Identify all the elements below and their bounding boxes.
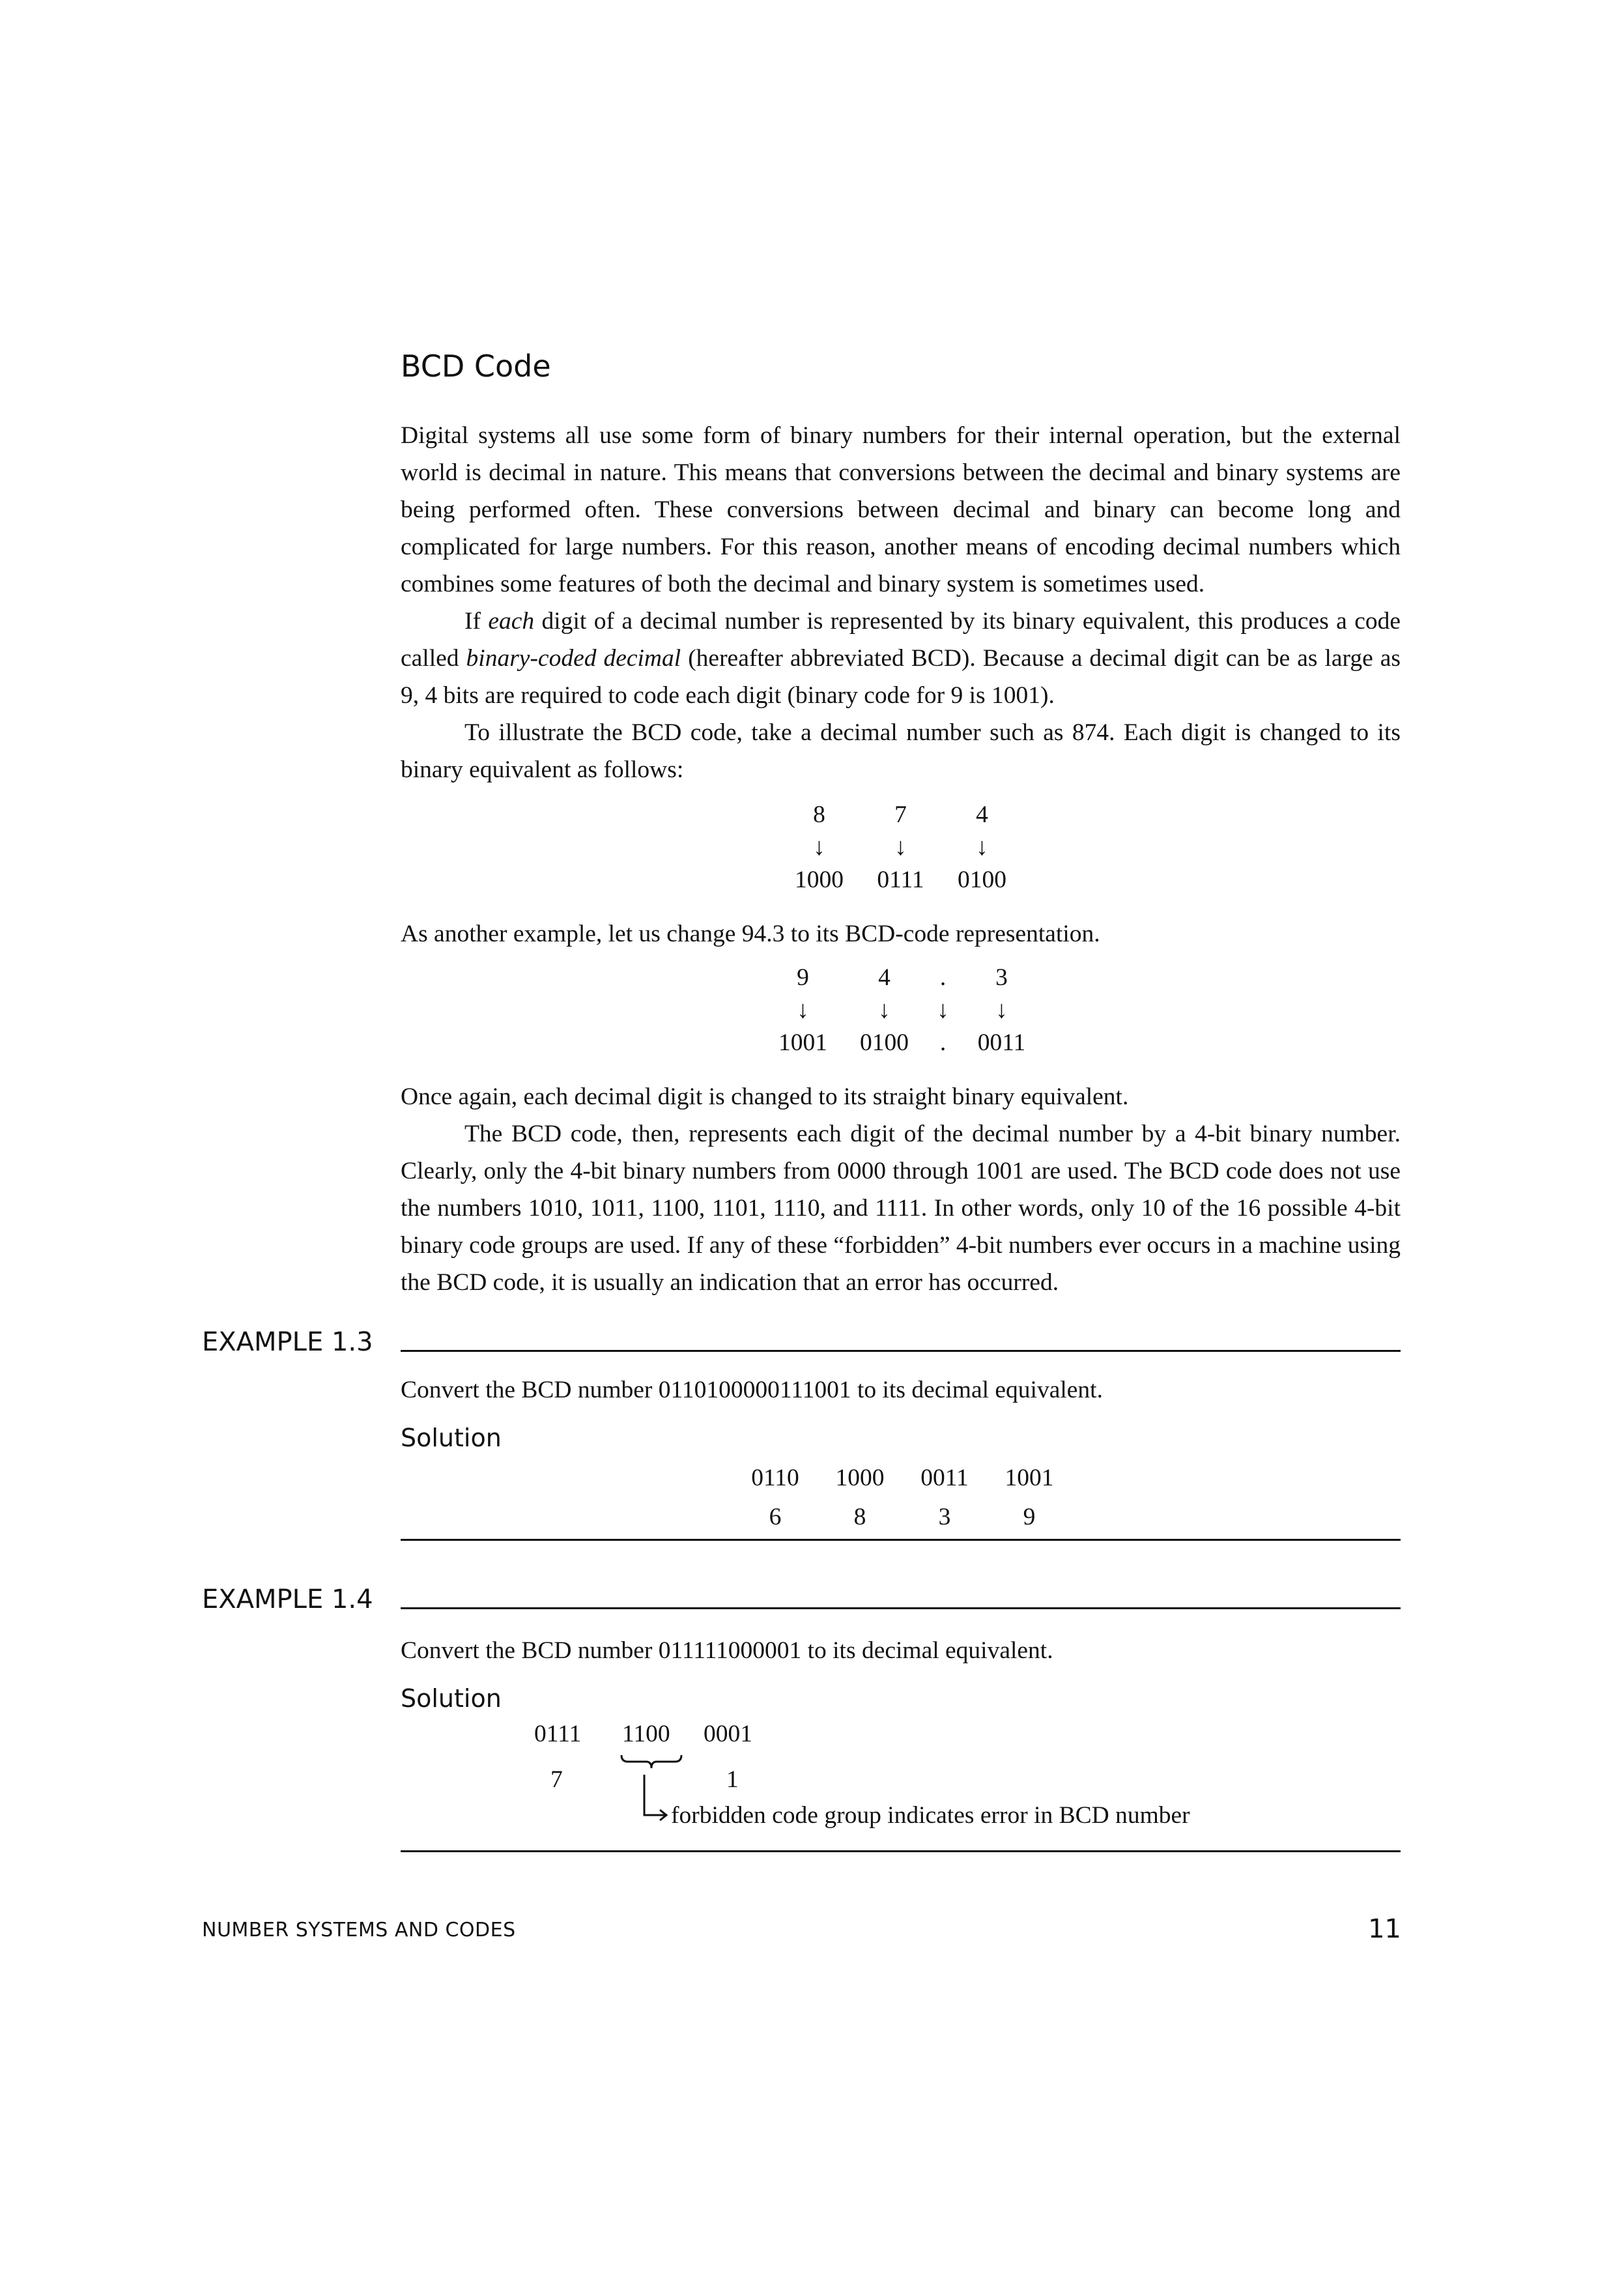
bcd-group: 0110	[751, 1464, 799, 1491]
paragraph-5: Once again, each decimal digit is changed to its straight binary equivalent.	[401, 1083, 1129, 1110]
down-arrow-icon: ↓	[797, 996, 809, 1024]
digit: 3	[995, 964, 1008, 991]
decimal-digit: 3	[938, 1503, 951, 1530]
decimal-digit: 8	[853, 1503, 866, 1530]
groups-row	[733, 1455, 1072, 1500]
underbrace-icon	[619, 1753, 684, 1772]
example-1-3-label: EXAMPLE 1.3	[202, 1327, 373, 1357]
example-1-4-top-rule	[401, 1607, 1401, 1609]
p2-end: (hereafter abbreviated BCD). Because a decimal digit can be as large as 9, 4 bits are required to code each digit (binary code for 9 is 1001).	[401, 645, 1401, 709]
forbidden-note: forbidden code group indicates error in BCD number	[671, 1802, 1190, 1829]
decimal-point: .	[939, 1029, 947, 1056]
example-1-4-bottom-rule	[401, 1850, 1401, 1852]
p2-start: If	[464, 608, 489, 635]
bent-arrow-icon	[642, 1772, 674, 1824]
decimal-digit-7: 7	[550, 1766, 563, 1793]
paragraph-4: As another example, let us change 94.3 to its BCD-code representation.	[401, 921, 1100, 947]
bcd-group: 1001	[1004, 1464, 1054, 1491]
example-1-4-question: Convert the BCD number 011111000001 to its decimal equivalent.	[401, 1637, 1053, 1664]
codes-row	[778, 863, 1023, 896]
bcd-group-0111: 0111	[534, 1721, 582, 1747]
page-number: 11	[1368, 1914, 1401, 1944]
intro-text	[401, 417, 1401, 788]
example-1-4-solution-label: Solution	[401, 1684, 502, 1713]
bcd-code: 0011	[977, 1029, 1026, 1056]
down-arrow-icon: ↓	[894, 833, 907, 861]
p2-mid: digit of a decimal number is represented by its binary equivalent, this produces a code called	[401, 608, 1401, 672]
arrows-row	[762, 994, 1042, 1026]
example-1-3-solution-table	[733, 1455, 1072, 1533]
down-arrow-icon: ↓	[878, 996, 890, 1024]
digits-row	[762, 961, 1042, 994]
digits-row	[778, 798, 1023, 831]
example-1-3-bottom-rule	[401, 1539, 1401, 1541]
footer-chapter-title: NUMBER SYSTEMS AND CODES	[202, 1919, 516, 1941]
bcd-group-0001: 0001	[704, 1721, 752, 1747]
example-1-3-solution-label: Solution	[401, 1424, 502, 1452]
example-1-4-label: EXAMPLE 1.4	[202, 1584, 373, 1614]
bcd-code: 1000	[795, 866, 844, 893]
after-text	[401, 1078, 1401, 1301]
bcd-group: 0011	[920, 1464, 969, 1491]
p2-emphasis: each	[488, 608, 535, 635]
paragraph-3: To illustrate the BCD code, take a decimal number such as 874. Each digit is changed to its binary equivalent as follows:	[401, 719, 1401, 783]
decimal-point: .	[939, 964, 947, 991]
digit: 9	[797, 964, 809, 991]
between-text	[401, 915, 1401, 953]
digit: 4	[878, 964, 890, 991]
bcd-code: 1001	[778, 1029, 827, 1056]
example-1-3-top-rule	[401, 1350, 1401, 1352]
arrows-row	[778, 831, 1023, 863]
decimal-digit-1: 1	[726, 1766, 739, 1793]
section-heading: BCD Code	[401, 349, 551, 384]
digit: 4	[976, 801, 988, 828]
decimal-digit: 9	[1023, 1503, 1036, 1530]
digit: 7	[894, 801, 907, 828]
paragraph-1: Digital systems all use some form of binary numbers for their internal operation, but the external world is decimal in nature. This means that conversions between the decimal and binary systems are being performed often. These conversions between decimal and binary can become long and complicated for large numbers. For this reason, another means of encoding decimal numbers which combines some features of both the decimal and binary system is sometimes used.	[401, 422, 1401, 597]
paragraph-6: The BCD code, then, represents each digit of the decimal number by a 4-bit binary number. Clearly, only the 4-bit binary numbers from 0000 through 1001 are used. The BCD code does not use the numbers 1010, 1011, 1100, 1101, 1110, and 1111. In other words, only 10 of the 16 possible 4-bit binary code groups are used. If any of these “forbidden” 4-bit numbers ever occurs in a machine using the BCD code, it is usually an indication that an error has occurred.	[401, 1121, 1401, 1296]
down-arrow-icon: ↓	[813, 833, 825, 861]
p2-term: binary-coded decimal	[466, 645, 681, 672]
decimal-digit: 6	[769, 1503, 782, 1530]
conversion-94-3	[762, 961, 1042, 1059]
digit: 8	[813, 801, 825, 828]
decimals-row	[733, 1500, 1072, 1533]
bcd-group-1100-forbidden: 1100	[622, 1721, 670, 1747]
conversion-874	[778, 798, 1023, 896]
down-arrow-icon: ↓	[937, 996, 949, 1024]
down-arrow-icon: ↓	[976, 833, 988, 861]
down-arrow-icon: ↓	[995, 996, 1008, 1024]
bcd-group: 1000	[835, 1464, 885, 1491]
codes-row	[762, 1026, 1042, 1059]
bcd-code: 0100	[958, 866, 1006, 893]
bcd-code: 0100	[860, 1029, 909, 1056]
example-1-3-question: Convert the BCD number 0110100000111001 to its decimal equivalent.	[401, 1377, 1103, 1403]
bcd-code: 0111	[877, 866, 924, 893]
paragraph-2	[401, 603, 1401, 714]
